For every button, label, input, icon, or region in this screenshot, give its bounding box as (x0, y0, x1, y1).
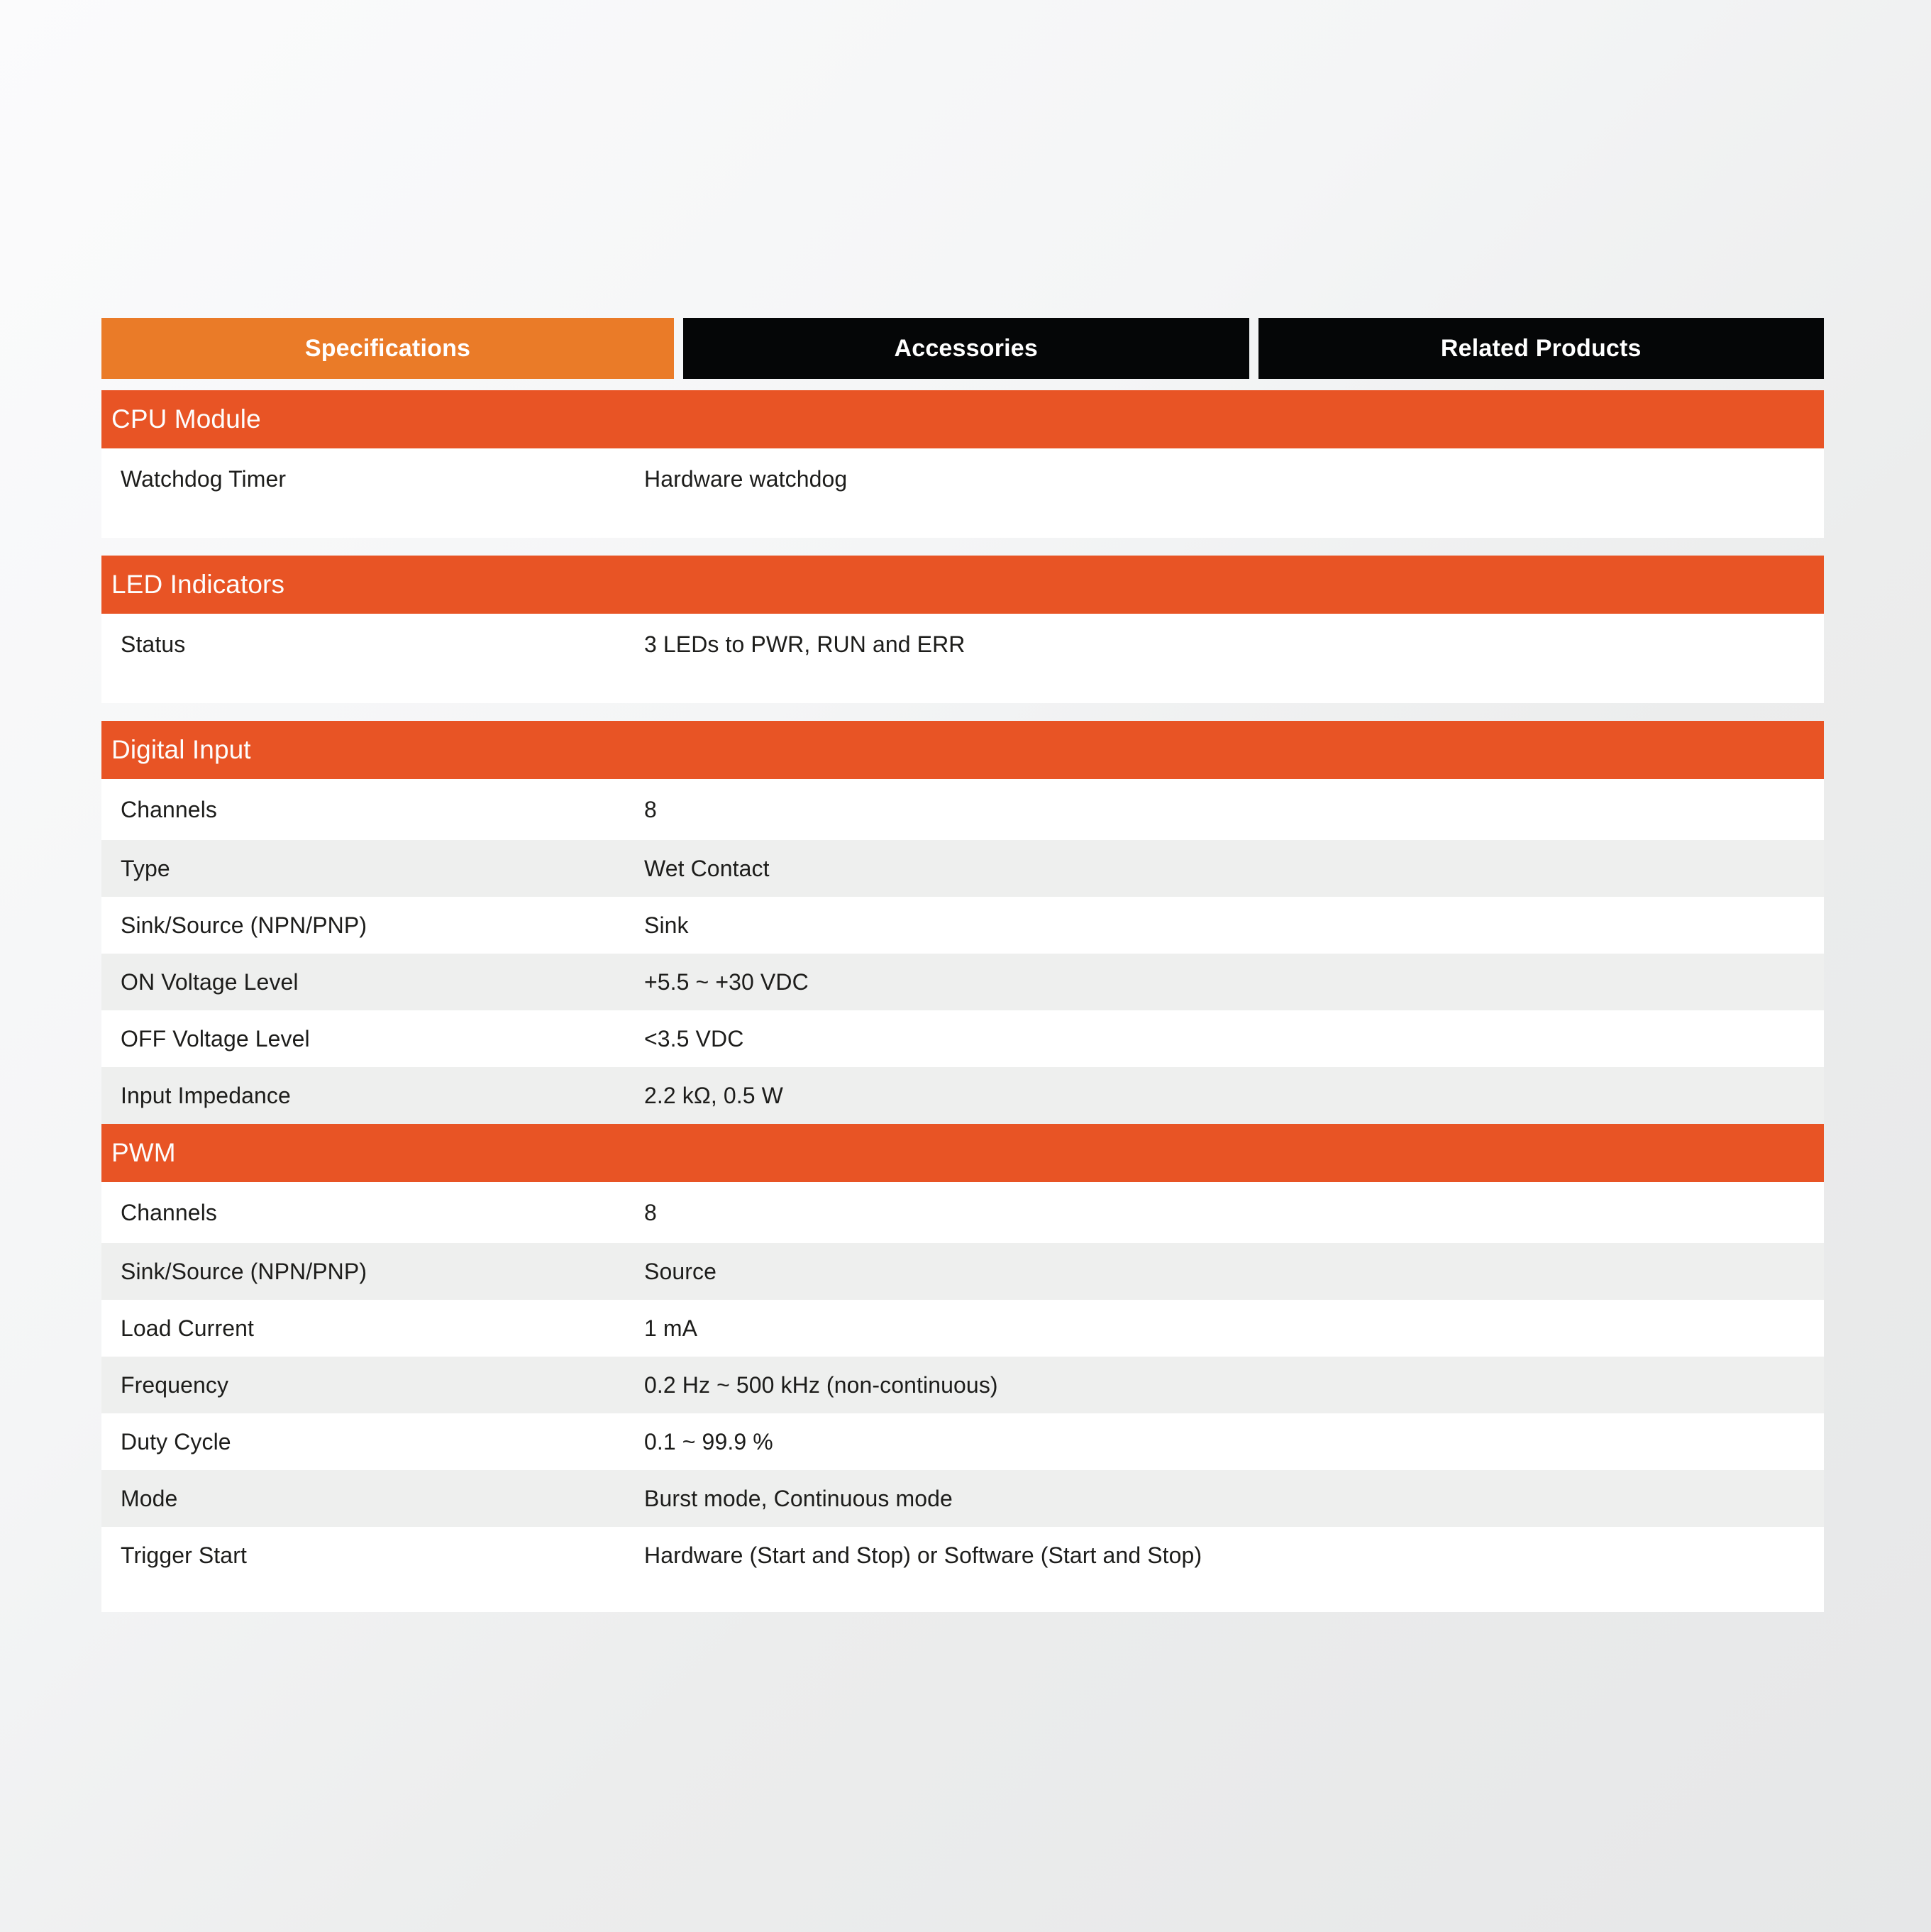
spec-value: Hardware (Start and Stop) or Software (Start and Stop) (644, 1542, 1202, 1568)
table-row (101, 779, 1824, 840)
spec-value: <3.5 VDC (644, 1025, 744, 1051)
table-row (101, 954, 1824, 1010)
tab-label: Accessories (894, 334, 1039, 362)
spec-key: Watchdog Timer (121, 465, 287, 492)
specifications-table (101, 390, 1824, 1612)
section-header-digital-input (101, 721, 1824, 779)
spec-key: Input Impedance (121, 1082, 291, 1108)
section-tail-padding (101, 509, 1824, 538)
table-row (101, 1357, 1824, 1413)
section-header-pwm (101, 1124, 1824, 1182)
spec-value: 3 LEDs to PWR, RUN and ERR (644, 631, 966, 657)
tab-label: Related Products (1440, 334, 1642, 362)
spec-key: OFF Voltage Level (121, 1025, 310, 1051)
section-header-led-indicators (101, 556, 1824, 614)
spec-value: 8 (644, 796, 657, 822)
spec-value: 8 (644, 1199, 657, 1225)
table-row (101, 840, 1824, 897)
spec-key: Sink/Source (NPN/PNP) (121, 1258, 367, 1284)
table-row (101, 1300, 1824, 1357)
spec-value: 1 mA (644, 1315, 698, 1341)
table-row (101, 448, 1824, 509)
section-title: PWM (111, 1138, 176, 1167)
section-tail-padding (101, 675, 1824, 703)
spec-key: Frequency (121, 1371, 229, 1398)
section-header-cpu-module (101, 390, 1824, 448)
spec-value: Wet Contact (644, 855, 770, 881)
spec-key: Sink/Source (NPN/PNP) (121, 912, 367, 938)
table-row (101, 897, 1824, 954)
spec-value: +5.5 ~ +30 VDC (644, 968, 809, 995)
tab-specifications[interactable] (101, 318, 674, 379)
spec-key: Load Current (121, 1315, 254, 1341)
table-row (101, 1243, 1824, 1300)
tab-label: Specifications (304, 334, 471, 362)
spec-key: Duty Cycle (121, 1428, 231, 1454)
spec-key: Status (121, 631, 186, 657)
section-spacer (101, 703, 1824, 721)
table-row (101, 1182, 1824, 1243)
spec-key: ON Voltage Level (121, 968, 299, 995)
tab-bar (101, 318, 1824, 379)
section-spacer (101, 538, 1824, 556)
spec-value: Sink (644, 912, 689, 938)
table-row (101, 1067, 1824, 1124)
table-row (101, 1527, 1824, 1584)
spec-key: Channels (121, 796, 218, 822)
spec-key: Trigger Start (121, 1542, 247, 1568)
section-title: LED Indicators (111, 570, 285, 599)
section-tail-padding (101, 1584, 1824, 1612)
spec-key: Channels (121, 1199, 218, 1225)
section-title: Digital Input (111, 735, 251, 764)
table-row (101, 1413, 1824, 1470)
spec-value: 2.2 kΩ, 0.5 W (644, 1082, 783, 1108)
table-row (101, 1470, 1824, 1527)
spec-value: Burst mode, Continuous mode (644, 1485, 953, 1511)
product-spec-panel (101, 318, 1824, 1612)
spec-value: 0.1 ~ 99.9 % (644, 1428, 773, 1454)
spec-value: Hardware watchdog (644, 465, 848, 492)
table-row (101, 1010, 1824, 1067)
tab-related-products[interactable] (1258, 318, 1825, 379)
spec-value: 0.2 Hz ~ 500 kHz (non-continuous) (644, 1371, 998, 1398)
spec-value: Source (644, 1258, 716, 1284)
section-title: CPU Module (111, 404, 261, 434)
table-row (101, 614, 1824, 675)
spec-key: Mode (121, 1485, 178, 1511)
tab-accessories[interactable] (683, 318, 1249, 379)
spec-key: Type (121, 855, 170, 881)
